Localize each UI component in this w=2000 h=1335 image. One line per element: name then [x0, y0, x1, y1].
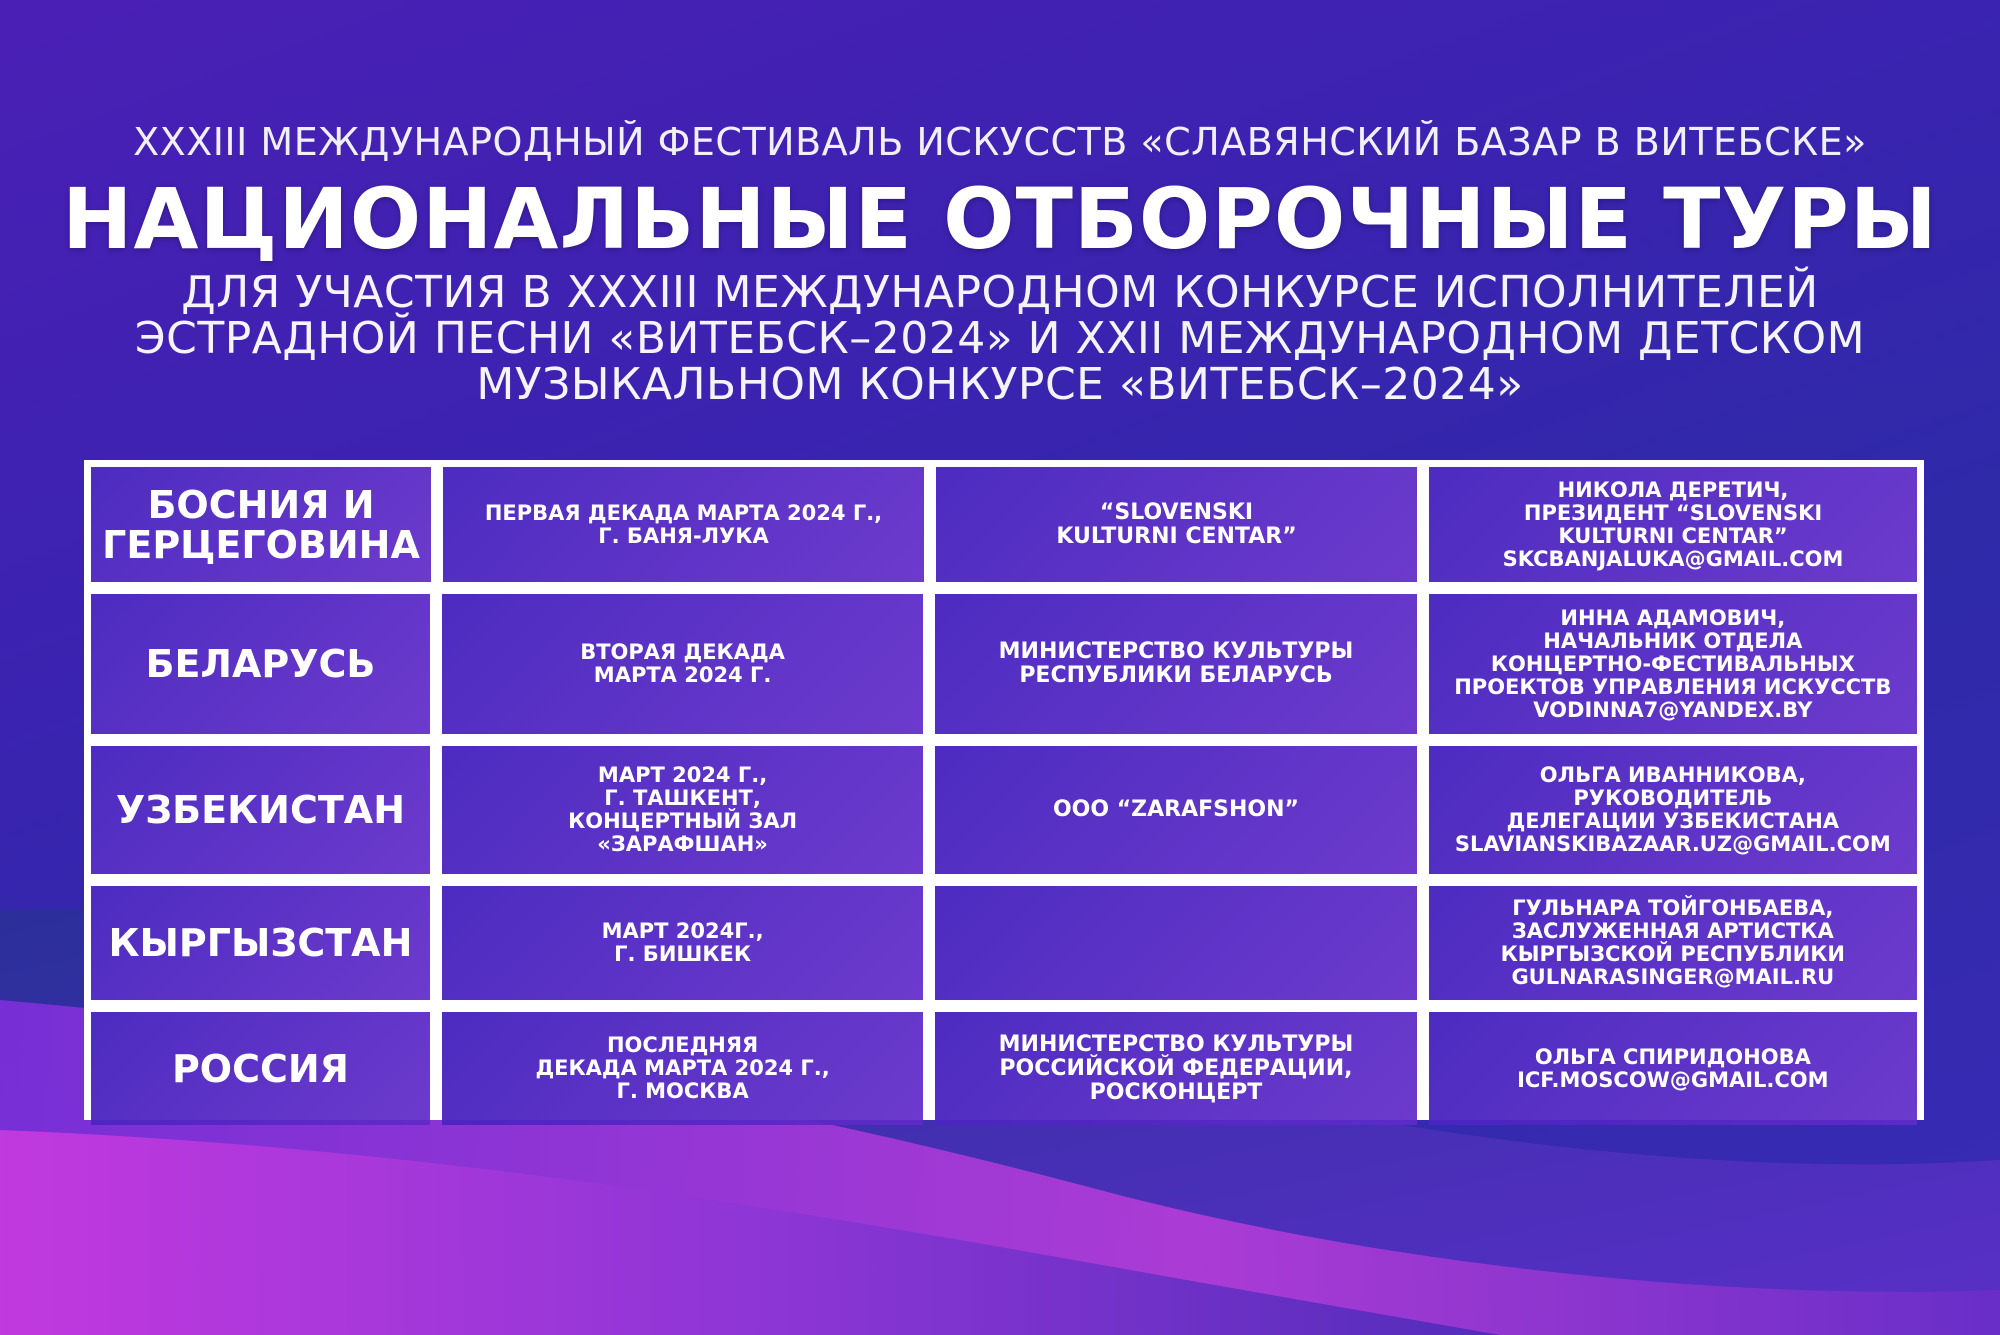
cell-line: Г. МОСКВА	[616, 1079, 749, 1103]
contact-cell	[1429, 746, 1917, 874]
cell-line: ОЛЬГА ИВАННИКОВА,	[1539, 763, 1806, 787]
table-row	[91, 886, 1917, 1000]
cell-line: ВТОРАЯ ДЕКАДА	[580, 640, 785, 664]
cell-line: КЫРГЫЗСТАН	[108, 921, 413, 965]
table-row	[91, 594, 1917, 734]
cell-line: НИКОЛА ДЕРЕТИЧ,	[1557, 477, 1789, 502]
description-line: МУЗЫКАЛЬНОМ КОНКУРСЕ «ВИТЕБСК–2024»	[476, 359, 1524, 410]
cell-line: БЕЛАРУСЬ	[145, 642, 376, 686]
cell-line: SKCBANJALUKA@GMAIL.COM	[1502, 546, 1844, 571]
cell-line: КОНЦЕРТНО-ФЕСТИВАЛЬНЫХ	[1490, 651, 1855, 676]
contact-cell	[1429, 594, 1917, 734]
cell-line: GULNARASINGER@MAIL.RU	[1511, 965, 1835, 989]
description-line: ДЛЯ УЧАСТИЯ В XXXIII МЕЖДУНАРОДНОМ КОНКУРСЕ ИСПОЛНИТЕЛЕЙ	[181, 267, 1819, 318]
organizer-cell	[936, 467, 1417, 582]
cell-line: ГЕРЦЕГОВИНА	[102, 522, 420, 567]
cell-line: ПОСЛЕДНЯЯ	[606, 1033, 759, 1057]
contact-cell	[1429, 1012, 1917, 1125]
cell-line: МАРТ 2024Г.,	[601, 919, 764, 943]
cell-line: ОЛЬГА СПИРИДОНОВА	[1534, 1044, 1811, 1069]
table-row	[91, 1012, 1917, 1125]
country-cell	[91, 886, 430, 1000]
contact-cell	[1429, 467, 1917, 582]
organizer-cell	[935, 746, 1416, 874]
cell-line: ООО “ZARAFSHON”	[1052, 797, 1299, 822]
cell-line: KULTURNI CENTAR”	[1056, 523, 1297, 549]
cell-line: Г. БИШКЕК	[614, 942, 752, 966]
cell-line: РОСКОНЦЕРТ	[1089, 1079, 1263, 1105]
date-place-cell	[442, 886, 923, 1000]
page-title: НАЦИОНАЛЬНЫЕ ОТБОРОЧНЫЕ ТУРЫ	[62, 170, 1938, 268]
cell-line: БОСНИЯ И	[147, 482, 375, 527]
cell-line: ДЕКАДА МАРТА 2024 Г.,	[535, 1056, 830, 1080]
cell-line: МИНИСТЕРСТВО КУЛЬТУРЫ	[998, 1031, 1354, 1057]
organizer-cell	[935, 886, 1416, 1000]
description-line: ЭСТРАДНОЙ ПЕСНИ «ВИТЕБСК–2024» И XXII МЕЖДУНАРОДНОМ ДЕТСКОМ	[134, 313, 1866, 364]
cell-line: НАЧАЛЬНИК ОТДЕЛА	[1543, 628, 1803, 653]
organizer-cell	[935, 594, 1416, 734]
date-place-cell	[442, 594, 923, 734]
country-cell	[91, 594, 430, 734]
date-place-cell	[442, 1012, 923, 1125]
cell-line: Г. ТАШКЕНТ,	[604, 786, 761, 810]
cell-line: МАРТ 2024 Г.,	[597, 763, 768, 787]
cell-line: ПРЕЗИДЕНТ “SLOVENSKI	[1523, 500, 1823, 525]
cell-line: ДЕЛЕГАЦИИ УЗБЕКИСТАНА	[1506, 809, 1840, 833]
cell-line: РЕСПУБЛИКИ БЕЛАРУСЬ	[1019, 663, 1333, 688]
cell-line: ГУЛЬНАРА ТОЙГОНБАЕВА,	[1512, 896, 1834, 920]
cell-line: ПРОЕКТОВ УПРАВЛЕНИЯ ИСКУССТВ	[1454, 674, 1892, 699]
cell-line: VODINNA7@YANDEX.BY	[1533, 697, 1813, 722]
description	[100, 267, 1900, 410]
cell-line: Г. БАНЯ-ЛУКА	[598, 523, 769, 548]
cell-line: РОССИЙСКОЙ ФЕДЕРАЦИИ,	[999, 1055, 1353, 1081]
cell-line: РУКОВОДИТЕЛЬ	[1573, 786, 1773, 810]
cell-line: «ЗАРАФШАН»	[597, 832, 768, 856]
cell-line: ICF.MOSCOW@GMAIL.COM	[1517, 1067, 1829, 1092]
date-place-cell	[442, 746, 923, 874]
cell-line: “SLOVENSKI	[1099, 499, 1254, 525]
cell-line: УЗБЕКИСТАН	[115, 788, 405, 832]
date-place-cell	[443, 467, 924, 582]
schedule-table	[84, 460, 1924, 1120]
cell-line: МИНИСТЕРСТВО КУЛЬТУРЫ	[998, 639, 1354, 664]
cell-line: РОССИЯ	[171, 1046, 349, 1091]
contact-cell	[1429, 886, 1917, 1000]
cell-line: КЫРГЫЗСКОЙ РЕСПУБЛИКИ	[1500, 942, 1845, 966]
country-cell	[91, 1012, 430, 1125]
cell-line: КОНЦЕРТНЫЙ ЗАЛ	[568, 809, 798, 833]
cell-line: KULTURNI CENTAR”	[1558, 523, 1788, 548]
cell-line: SLAVIANSKIBAZAAR.UZ@GMAIL.COM	[1454, 832, 1891, 856]
cell-line: ЗАСЛУЖЕННАЯ АРТИСТКА	[1511, 919, 1834, 943]
table-row	[91, 746, 1917, 874]
organizer-cell	[935, 1012, 1416, 1125]
festival-subtitle: XXXIII МЕЖДУНАРОДНЫЙ ФЕСТИВАЛЬ ИСКУССТВ «СЛАВЯНСКИЙ БАЗАР В ВИТЕБСКЕ»	[133, 120, 1867, 164]
cell-line: ПЕРВАЯ ДЕКАДА МАРТА 2024 Г.,	[484, 500, 883, 525]
table-row	[91, 467, 1917, 582]
country-cell	[91, 746, 430, 874]
country-cell	[91, 467, 431, 582]
cell-line: МАРТА 2024 Г.	[593, 663, 772, 687]
cell-line: ИННА АДАМОВИЧ,	[1560, 605, 1786, 630]
